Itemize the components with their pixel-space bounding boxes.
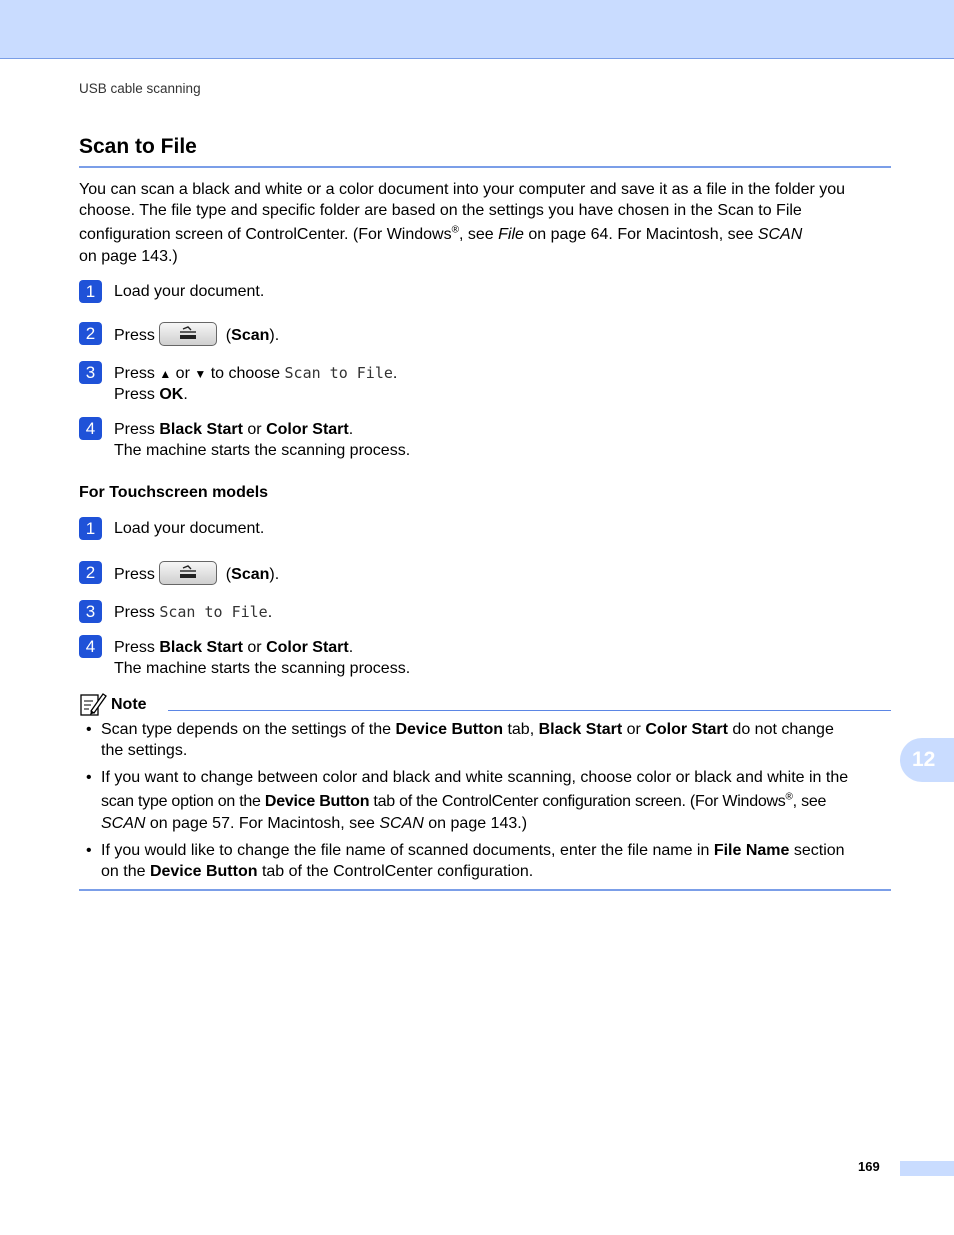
bullet-dot: • bbox=[86, 769, 92, 786]
note-divider bbox=[168, 710, 891, 711]
note-pencil-icon bbox=[79, 691, 107, 717]
link-scan[interactable]: SCAN bbox=[379, 815, 424, 832]
step-number: 3 bbox=[79, 600, 102, 623]
chapter-tab: 12 bbox=[900, 738, 954, 782]
link-file[interactable]: File bbox=[498, 226, 524, 243]
bullet-dot: • bbox=[86, 721, 92, 738]
down-arrow-icon: ▼ bbox=[194, 367, 207, 381]
up-arrow-icon: ▲ bbox=[159, 367, 172, 381]
footer-bar bbox=[900, 1161, 954, 1176]
header-band bbox=[0, 0, 954, 59]
step-number: 1 bbox=[79, 517, 102, 540]
intro-line: You can scan a black and white or a color document into your computer and save it as a file in the folder you bbox=[79, 181, 846, 198]
scan-button[interactable] bbox=[159, 322, 217, 346]
link-scan[interactable]: SCAN bbox=[757, 226, 803, 243]
bullet-dot: • bbox=[86, 842, 92, 859]
registered-mark: ® bbox=[785, 791, 793, 803]
intro-line: on page 143.) bbox=[79, 248, 178, 265]
scan-icon bbox=[177, 565, 199, 580]
note-end-rule bbox=[79, 889, 891, 891]
link-scan[interactable]: SCAN bbox=[101, 815, 146, 832]
step-number: 3 bbox=[79, 361, 102, 384]
step-number: 2 bbox=[79, 561, 102, 584]
step-number: 1 bbox=[79, 280, 102, 303]
title-underline bbox=[79, 166, 891, 168]
note-label: Note bbox=[111, 696, 147, 713]
running-header: USB cable scanning bbox=[79, 81, 201, 96]
step-number: 4 bbox=[79, 417, 102, 440]
step-number: 4 bbox=[79, 635, 102, 658]
step-number: 2 bbox=[79, 322, 102, 345]
scan-icon bbox=[177, 326, 199, 341]
intro-line: configuration screen of ControlCenter. (For Windows®, see File on page 64. For Macintosh, see SCAN bbox=[79, 224, 803, 243]
intro-paragraph bbox=[79, 179, 891, 267]
subsection-heading: For Touchscreen models bbox=[79, 484, 269, 501]
intro-line: choose. The file type and specific folder are based on the settings you have chosen in the Scan to File bbox=[79, 202, 802, 219]
registered-mark: ® bbox=[451, 224, 459, 236]
section-title: Scan to File bbox=[79, 135, 197, 158]
page-number: 169 bbox=[858, 1159, 880, 1174]
scan-button[interactable] bbox=[159, 561, 217, 585]
